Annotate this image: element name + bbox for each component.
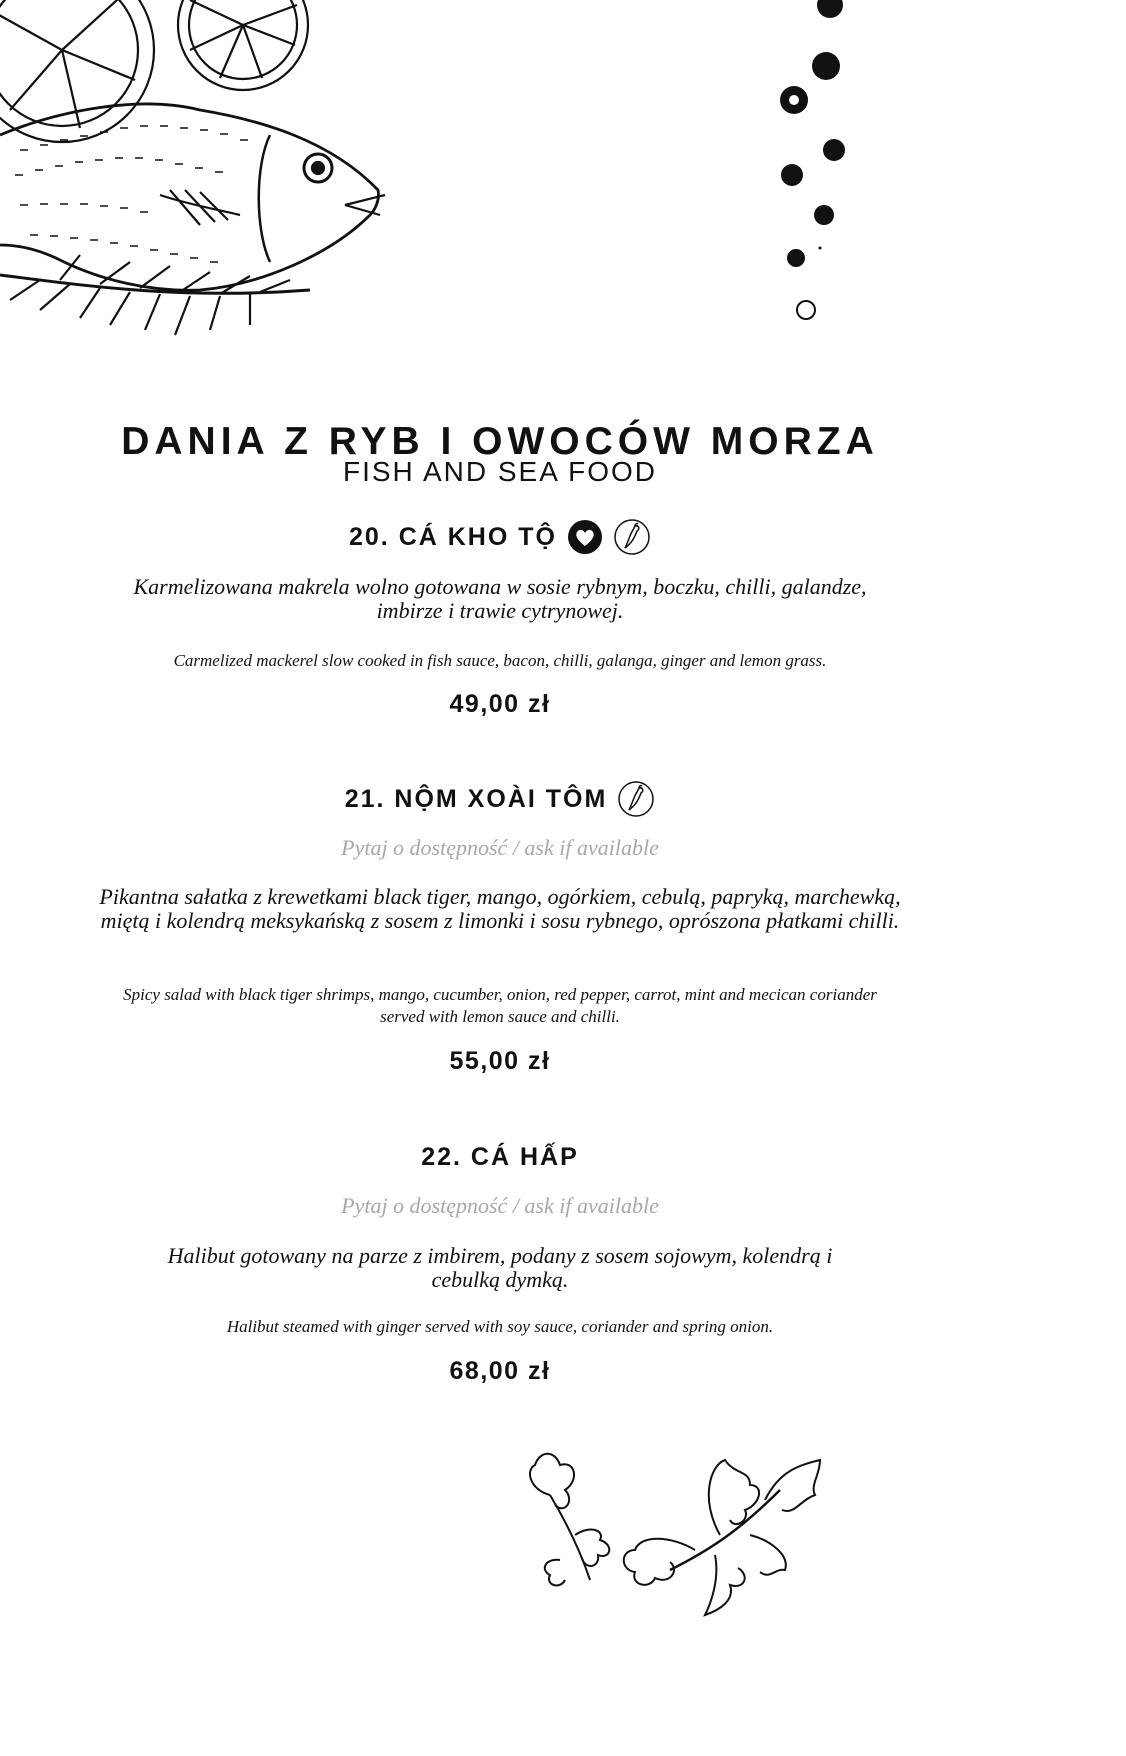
chilli-icon	[617, 780, 655, 818]
dish-title	[60, 518, 940, 556]
dish-description-pl: Karmelizowana makrela wolno gotowana w sosie rybnym, boczku, chilli, galandze, imbirze i trawie cytrynowej.	[133, 574, 867, 623]
dish-description-en: Carmelized mackerel slow cooked in fish sauce, bacon, chilli, galanga, ginger and lemon grass.	[173, 651, 827, 670]
page-title: DANIA Z RYB I OWOCÓW MORZA	[121, 420, 879, 463]
dish-description-pl: Pikantna sałatka z krewetkami black tiger, mango, ogórkiem, cebulą, papryką, marchewką, miętą i kolendrą meksykańską z sosem z limonki i sosu rybnego, oprószona płatkami chilli.	[99, 884, 901, 933]
peppercorns-illustration	[770, 0, 850, 330]
dish-price: 68,00 zł	[449, 1357, 551, 1385]
dish-name: 22. CÁ HẤP	[421, 1143, 579, 1171]
heart-icon	[567, 519, 603, 555]
lemon-illustration	[0, 0, 308, 142]
dish-name: 21. NỘM XOÀI TÔM	[344, 784, 608, 813]
dish-title	[60, 780, 940, 818]
dish-description-en: Spicy salad with black tiger shrimps, mango, cucumber, onion, red pepper, carrot, mint and mecican coriander served with lemon sauce and chilli.	[123, 985, 877, 1026]
chilli-icon	[613, 518, 651, 556]
dish-description-pl: Halibut gotowany na parze z imbirem, podany z sosem sojowym, kolendrą i cebulką dymką.	[167, 1243, 833, 1292]
parsley-illustration	[520, 1440, 830, 1630]
dish-name: 20. CÁ KHO TỘ	[349, 522, 557, 551]
availability-note: Pytaj o dostępność / ask if available	[341, 835, 659, 860]
dish-description-en: Halibut steamed with ginger served with soy sauce, coriander and spring onion.	[226, 1317, 774, 1336]
fish-illustration	[0, 0, 400, 370]
dish-title	[60, 1143, 940, 1172]
availability-note: Pytaj o dostępność / ask if available	[341, 1193, 659, 1218]
page-subtitle: FISH AND SEA FOOD	[342, 456, 658, 487]
dish-price: 49,00 zł	[449, 690, 551, 718]
dish-price: 55,00 zł	[449, 1047, 551, 1075]
